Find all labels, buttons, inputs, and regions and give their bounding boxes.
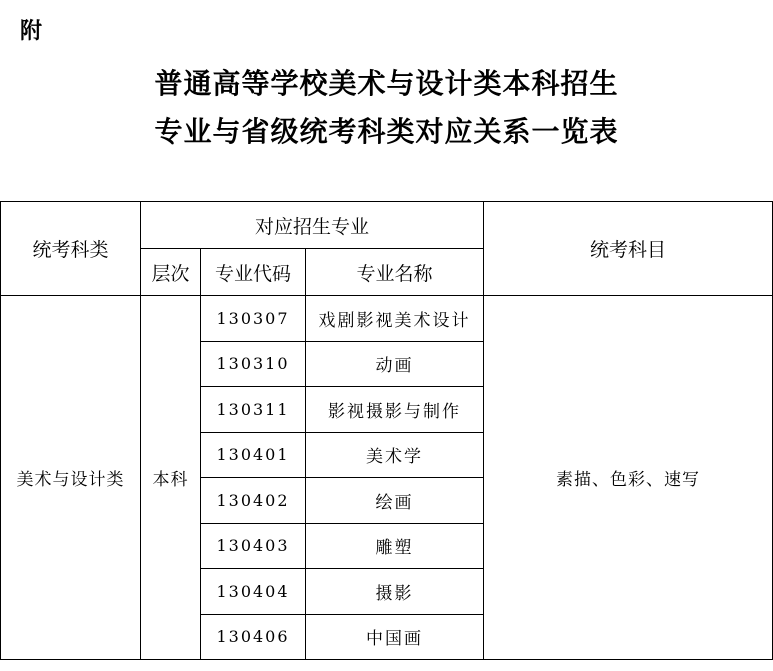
appendix-label: 附 — [20, 19, 43, 44]
major-name-cell: 雕塑 — [306, 523, 484, 569]
header-major-name: 专业名称 — [306, 249, 484, 296]
document-title-line-2: 专业与省级统考科类对应关系一览表 — [154, 115, 619, 148]
header-exam-category: 统考科类 — [1, 202, 141, 296]
level-cell: 本科 — [141, 296, 201, 660]
table-row — [1, 296, 773, 342]
header-exam-subjects: 统考科目 — [484, 202, 773, 296]
major-name-cell: 戏剧影视美术设计 — [306, 296, 484, 342]
major-name-cell: 摄影 — [306, 569, 484, 615]
major-code-cell: 130406 — [201, 614, 306, 660]
major-name-cell: 影视摄影与制作 — [306, 387, 484, 433]
major-name-cell: 中国画 — [306, 614, 484, 660]
exam-category-cell: 美术与设计类 — [1, 296, 141, 660]
major-name-cell: 绘画 — [306, 478, 484, 524]
major-code-cell: 130310 — [201, 341, 306, 387]
major-name-cell: 美术学 — [306, 432, 484, 478]
exam-subjects-cell: 素描、色彩、速写 — [484, 296, 773, 660]
major-code-cell: 130402 — [201, 478, 306, 524]
major-code-cell: 130404 — [201, 569, 306, 615]
header-enrollment-major: 对应招生专业 — [141, 202, 484, 249]
mapping-table — [0, 201, 773, 660]
major-code-cell: 130307 — [201, 296, 306, 342]
header-level: 层次 — [141, 249, 201, 296]
document-title-line-1: 普通高等学校美术与设计类本科招生 — [154, 67, 619, 100]
major-code-cell: 130311 — [201, 387, 306, 433]
major-name-cell: 动画 — [306, 341, 484, 387]
major-code-cell: 130403 — [201, 523, 306, 569]
major-code-cell: 130401 — [201, 432, 306, 478]
header-major-code: 专业代码 — [201, 249, 306, 296]
